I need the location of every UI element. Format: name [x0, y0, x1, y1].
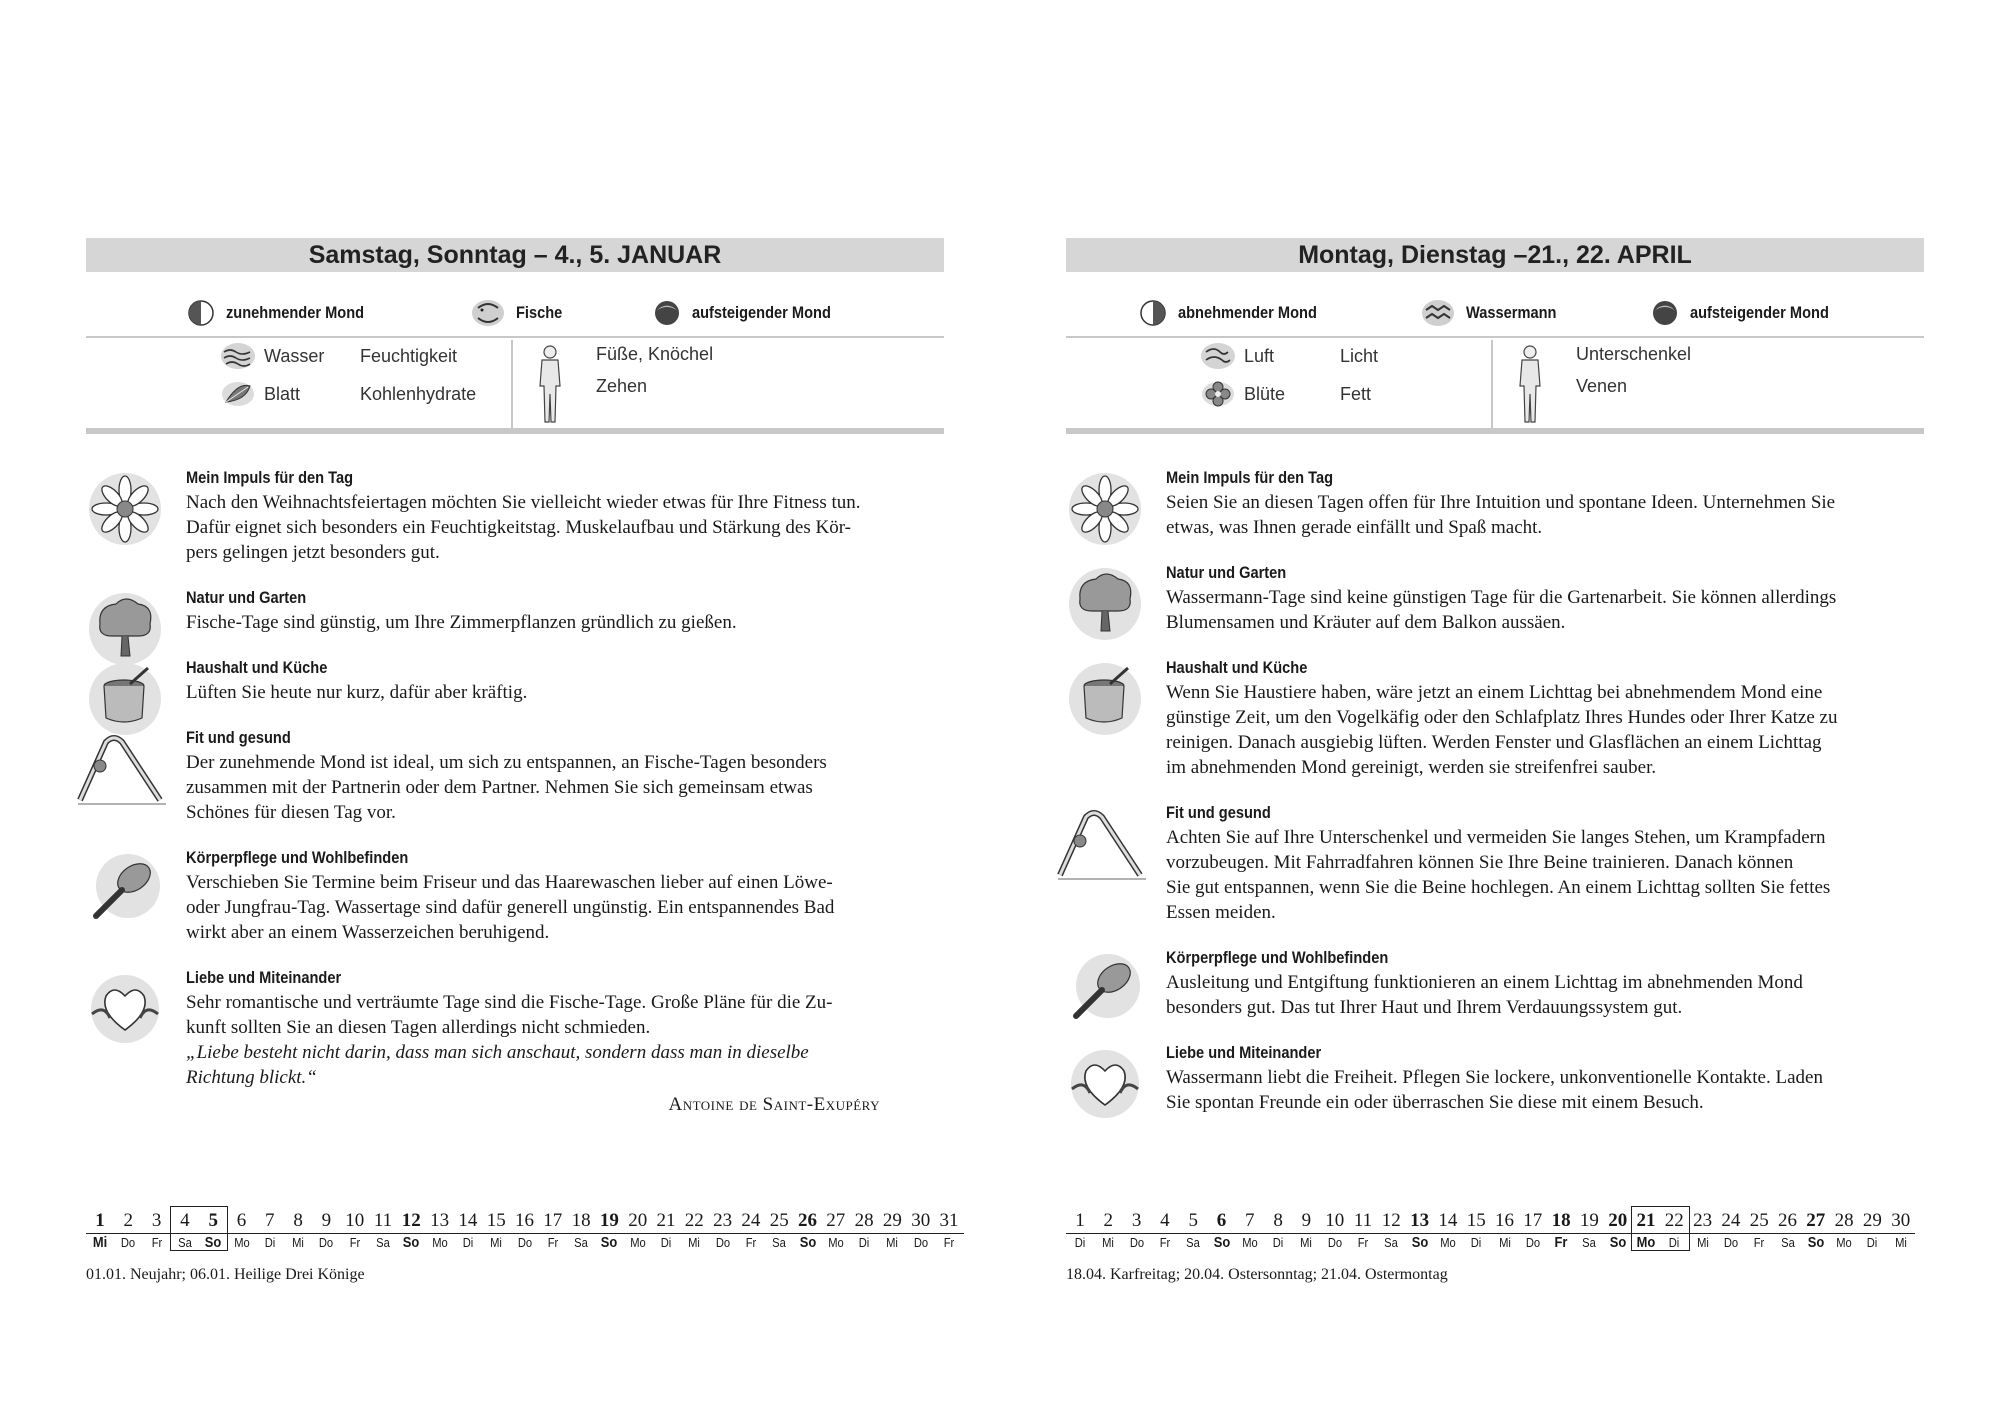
waning-moon-icon: [1138, 298, 1168, 328]
divider: [1066, 336, 1924, 338]
weekday-label: Mo: [1836, 1235, 1852, 1250]
heart-hands-icon: [1066, 1045, 1144, 1123]
calendar-day: [567, 1208, 595, 1253]
weekday-label: Fr: [1159, 1235, 1171, 1250]
weekday-label: Do: [715, 1235, 730, 1250]
weekday-label: Di: [1669, 1235, 1680, 1250]
calendar-day: [1094, 1208, 1122, 1253]
weekday-label: Do: [1129, 1235, 1144, 1250]
day-number: 16: [1495, 1210, 1514, 1231]
section-body: Nach den Weihnachtsfeiertagen möchten Sie vielleicht wieder etwas für Ihre Fitness tun. Dafür eignet sich besonders ein Feuchtigkeitstag. Muskelaufbau und Stärkung des Kör- pers gelingen jetzt besonders gut.: [186, 492, 861, 563]
selected-days-highlight: [1631, 1206, 1690, 1251]
calendar-day: [1377, 1208, 1405, 1253]
weekday-label: Mi: [1696, 1235, 1709, 1250]
calendar-day: [114, 1208, 142, 1253]
calendar-day: [878, 1208, 906, 1253]
element-label: Wasser: [264, 346, 325, 366]
right-page: [1066, 238, 1924, 1298]
day-number: 29: [1862, 1210, 1882, 1231]
day-number: 6: [1216, 1210, 1227, 1231]
calendar-day: [1717, 1208, 1745, 1253]
leaf-icon: [220, 380, 256, 408]
hairbrush-icon: [86, 850, 164, 928]
day-number: 21: [656, 1210, 676, 1231]
weekday-label: Di: [1470, 1235, 1482, 1250]
column-separator: [511, 340, 513, 428]
calendar-day: [1462, 1208, 1490, 1253]
day-number: 22: [684, 1210, 704, 1231]
calendar-day: [595, 1208, 623, 1253]
calendar-day: [850, 1208, 878, 1253]
section-body: Sehr romantische und verträumte Tage sind die Fische-Tage. Große Pläne für die Zu- kunft sollten Sie an diesen Tagen allerdings nicht schmieden.: [186, 992, 833, 1038]
calendar-day: [1434, 1208, 1462, 1253]
calendar-day: [1745, 1208, 1773, 1253]
weekday-label: Do: [1327, 1235, 1342, 1250]
tree-icon: [1066, 565, 1144, 643]
section-title: Fit und gesund: [186, 728, 291, 747]
weekday-label: Do: [121, 1235, 136, 1250]
body-part-label-1: Füße, Knöchel: [596, 344, 714, 364]
zodiac-sign: [470, 298, 570, 328]
day-number: 7: [265, 1210, 275, 1231]
day-number: 18: [571, 1210, 591, 1231]
hairbrush-icon: [1066, 950, 1144, 1028]
day-number: 26: [798, 1210, 817, 1231]
weekday-label: Di: [858, 1235, 870, 1250]
section-title: Fit und gesund: [1166, 803, 1271, 822]
left-page: [86, 238, 959, 1298]
day-number: 28: [1834, 1210, 1854, 1231]
day-number: 29: [882, 1210, 902, 1231]
calendar-day: [1547, 1208, 1575, 1253]
day-number: 10: [1325, 1210, 1345, 1231]
section-body: Wenn Sie Haustiere haben, wäre jetzt an einem Lichttag bei abnehmendem Mond eine günstige Zeit, um den Vogelkäfig oder den Schlafplatz Ihres Hundes oder Ihrer Katze zu reinigen. Danach ausgiebig lüften. Werden Fenster und Glasflächen an einem Lichttag im abnehmenden Mond gereinigt, werden sie streifenfrei sauber.: [1166, 682, 1838, 778]
air-element-icon: [1200, 342, 1236, 370]
calendar-day: [652, 1208, 680, 1253]
weekday-label: Do: [1525, 1235, 1540, 1250]
section-title: Haushalt und Küche: [186, 658, 328, 677]
section-title: Natur und Garten: [1166, 563, 1287, 582]
section-body: Wassermann liebt die Freiheit. Pflegen Sie lockere, unkonventionelle Kontakte. Laden Sie spontan Freunde ein oder überraschen Sie diese mit einem Besuch.: [1166, 1067, 1823, 1113]
weekday-label: Do: [319, 1235, 334, 1250]
section-title: Natur und Garten: [186, 588, 307, 607]
weekday-label: Mo: [629, 1235, 646, 1250]
calendar-day: [454, 1208, 482, 1253]
day-number: 18: [1551, 1210, 1571, 1231]
weekday-label: Mi: [1102, 1235, 1115, 1250]
weekday-label: So: [403, 1234, 420, 1251]
weekday-label: Di: [1867, 1235, 1878, 1250]
section-title: Mein Impuls für den Tag: [186, 468, 354, 487]
section-body: Wassermann-Tage sind keine günstigen Tage für die Gartenarbeit. Sie können allerdings Blumensamen und Kräuter auf dem Balkon aussäen.: [1166, 587, 1837, 633]
calendar-day: [1575, 1208, 1603, 1253]
weekday-label: Sa: [1186, 1235, 1201, 1250]
day-number: 22: [1664, 1210, 1684, 1231]
weekday-label: Mo: [431, 1235, 448, 1250]
ascending-moon-icon: [1650, 298, 1680, 328]
section-title: Liebe und Miteinander: [1166, 1043, 1322, 1062]
weekday-label: Do: [1723, 1235, 1739, 1250]
weekday-label: Fr: [349, 1235, 360, 1250]
calendar-day: [1264, 1208, 1292, 1253]
day-number: 5: [1188, 1210, 1198, 1231]
calendar-day: [1066, 1208, 1094, 1253]
weekday-label: Sa: [376, 1235, 390, 1250]
weekday-label: Fr: [1753, 1235, 1765, 1250]
day-number: 12: [401, 1210, 421, 1231]
calendar-day: [1151, 1208, 1179, 1253]
day-number: 1: [1075, 1210, 1085, 1231]
tree-icon: [86, 590, 164, 668]
day-number: 11: [373, 1210, 393, 1231]
element-quality-label: Licht: [1340, 346, 1379, 366]
day-number: 25: [769, 1210, 789, 1231]
day-number: 23: [1693, 1210, 1713, 1231]
calendar-day: [1208, 1208, 1236, 1253]
weekday-label: So: [204, 1234, 222, 1251]
section-title: Mein Impuls für den Tag: [1166, 468, 1334, 487]
day-number: 4: [180, 1210, 190, 1231]
zodiac-sign: [1420, 298, 1571, 328]
calendar-day: [1349, 1208, 1377, 1253]
section-title: Körperpflege und Wohlbefinden: [1166, 948, 1389, 967]
weekday-label: Mo: [1440, 1235, 1456, 1250]
body-part-label-2: Zehen: [596, 376, 648, 396]
weekday-label: So: [1213, 1234, 1230, 1251]
weekday-label: Mi: [92, 1234, 108, 1251]
day-number: 9: [321, 1210, 332, 1231]
zodiac-sign-label: Fische: [516, 303, 563, 322]
element-quality-label: Feuchtigkeit: [360, 346, 458, 366]
calendar-day: [1123, 1208, 1151, 1253]
cooking-pot-icon: [1066, 660, 1144, 738]
day-number: 2: [123, 1210, 134, 1231]
weekday-label: Di: [264, 1235, 276, 1250]
calendar-day: [1236, 1208, 1264, 1253]
page-title: Samstag, Sonntag – 4., 5. JANUAR: [86, 238, 944, 272]
day-number: 8: [293, 1210, 303, 1231]
weekday-label: So: [601, 1234, 618, 1251]
day-number: 30: [911, 1210, 931, 1231]
holiday-list: 18.04. Karfreitag; 20.04. Ostersonntag; 21.04. Ostermontag: [1066, 1266, 1448, 1283]
day-number: 3: [1131, 1210, 1142, 1231]
section-title: Haushalt und Küche: [1166, 658, 1308, 677]
day-number: 28: [854, 1210, 874, 1231]
day-number: 17: [543, 1210, 563, 1231]
plant-part-label: Blüte: [1244, 384, 1286, 404]
calendar-day: [624, 1208, 652, 1253]
calendar-day: [86, 1208, 114, 1253]
day-number: 19: [599, 1210, 619, 1231]
ascending-moon-icon: [652, 298, 682, 328]
day-number: 27: [826, 1210, 846, 1231]
section-body: Lüften Sie heute nur kurz, dafür aber kräftig.: [186, 682, 528, 703]
calendar-day: [1406, 1208, 1434, 1253]
calendar-day: [737, 1208, 765, 1253]
calendar-day: [1689, 1208, 1717, 1253]
page-title: Montag, Dienstag –21., 22. APRIL: [1066, 238, 1924, 272]
yoga-pose-icon: [76, 730, 168, 808]
heart-hands-icon: [86, 970, 164, 1048]
yoga-pose-icon: [1056, 805, 1148, 883]
pisces-icon: [470, 298, 506, 328]
day-number: 8: [1273, 1210, 1283, 1231]
month-day-strip: [86, 1208, 964, 1258]
weekday-label: Fr: [547, 1235, 559, 1250]
calendar-day: [794, 1208, 822, 1253]
day-number: 15: [486, 1210, 506, 1231]
weekday-label: So: [1807, 1234, 1825, 1251]
day-number: 13: [1410, 1210, 1430, 1231]
body-part-label-1: Unterschenkel: [1576, 344, 1692, 364]
calendar-day: [369, 1208, 397, 1253]
day-number: 9: [1301, 1210, 1312, 1231]
body-figure-icon: [1510, 344, 1550, 424]
element-table: [86, 340, 944, 428]
body-figure-icon: [530, 344, 570, 424]
weekday-label: Fr: [943, 1235, 955, 1250]
calendar-day: [1321, 1208, 1349, 1253]
moon-direction: [652, 298, 854, 328]
plant-part-label: Blatt: [264, 384, 301, 404]
calendar-day: [765, 1208, 793, 1253]
weekday-label: Fr: [745, 1235, 757, 1250]
day-number: 6: [236, 1210, 247, 1231]
calendar-day: [680, 1208, 708, 1253]
weekday-label: Mi: [490, 1235, 503, 1250]
calendar-day: [397, 1208, 425, 1253]
selected-days-highlight: [170, 1206, 229, 1251]
calendar-day: [256, 1208, 284, 1253]
day-number: 11: [1353, 1210, 1373, 1231]
element-table: [1066, 340, 1924, 428]
weekday-label: Fr: [1357, 1235, 1369, 1250]
day-number: 13: [430, 1210, 450, 1231]
day-number: 16: [515, 1210, 534, 1231]
day-number: 26: [1778, 1210, 1797, 1231]
weekday-label: So: [799, 1234, 816, 1251]
section-body: Der zunehmende Mond ist ideal, um sich zu entspannen, an Fische-Tagen besonders zusammen mit der Partnerin oder dem Partner. Nehmen Sie sich gemeinsam etwas Schönes für diesen Tag vor.: [186, 752, 827, 823]
day-number: 1: [95, 1210, 105, 1231]
divider-thick: [86, 428, 944, 434]
calendar-day: [482, 1208, 510, 1253]
month-day-strip: [1066, 1208, 1915, 1258]
weekday-label: Fr: [1554, 1234, 1568, 1251]
day-number: 31: [939, 1210, 959, 1231]
day-number: 7: [1245, 1210, 1255, 1231]
weekday-label: So: [1411, 1234, 1428, 1251]
calendar-day: [228, 1208, 256, 1253]
calendar-day: [312, 1208, 340, 1253]
moon-phase-label: abnehmender Mond: [1178, 303, 1317, 322]
section-body: Ausleitung und Entgiftung funktionieren an einem Lichttag im abnehmenden Mond besonders gut. Das tut Ihrer Haut und Ihrem Verdauungssystem gut.: [1166, 972, 1803, 1018]
weekday-label: Sa: [1582, 1235, 1597, 1250]
day-number: 23: [713, 1210, 733, 1231]
weekday-label: Di: [1272, 1235, 1284, 1250]
calendar-day: [143, 1208, 171, 1253]
holiday-list: 01.01. Neujahr; 06.01. Heilige Drei Könige: [86, 1266, 365, 1283]
moon-direction-label: aufsteigender Mond: [1690, 303, 1829, 322]
element-label: Luft: [1244, 346, 1275, 366]
day-number: 19: [1579, 1210, 1599, 1231]
weekday-label: Fr: [151, 1235, 162, 1250]
day-number: 14: [1438, 1210, 1458, 1231]
moon-direction-label: aufsteigender Mond: [692, 303, 831, 322]
calendar-day: [935, 1208, 963, 1253]
weekday-label: Mi: [688, 1235, 701, 1250]
weekday-label: Mi: [886, 1235, 899, 1250]
cooking-pot-icon: [86, 660, 164, 738]
weekday-label: Do: [517, 1235, 532, 1250]
calendar-day: [426, 1208, 454, 1253]
column-separator: [1491, 340, 1493, 428]
calendar-day: [341, 1208, 369, 1253]
moon-info-row: [86, 298, 944, 328]
calendar-day: [907, 1208, 935, 1253]
water-element-icon: [220, 342, 256, 370]
calendar-day: [539, 1208, 567, 1253]
day-number: 24: [741, 1210, 761, 1231]
weekday-label: Sa: [574, 1235, 588, 1250]
calendar-day: [1830, 1208, 1858, 1253]
moon-info-row: [1066, 298, 1924, 328]
weekday-label: Mo: [233, 1235, 250, 1250]
waxing-moon-icon: [186, 298, 216, 328]
weekday-label: So: [1609, 1234, 1626, 1251]
calendar-day: [1179, 1208, 1207, 1253]
weekday-label: Di: [1074, 1235, 1086, 1250]
day-number: 24: [1721, 1210, 1741, 1231]
divider: [86, 336, 944, 338]
quote-author: Antoine de Saint-Exupéry: [668, 1094, 880, 1115]
moon-direction: [1650, 298, 1852, 328]
blossom-icon: [1200, 380, 1236, 408]
calendar-day: [709, 1208, 737, 1253]
day-number: 15: [1466, 1210, 1486, 1231]
section-title: Körperpflege und Wohlbefinden: [186, 848, 409, 867]
divider-thick: [1066, 428, 1924, 434]
day-number: 27: [1806, 1210, 1826, 1231]
calendar-day: [1292, 1208, 1320, 1253]
day-number: 4: [1160, 1210, 1170, 1231]
day-number: 3: [151, 1210, 162, 1231]
weekday-label: Sa: [1780, 1235, 1795, 1250]
day-number: 25: [1749, 1210, 1769, 1231]
calendar-day: [284, 1208, 312, 1253]
weekday-label: Mo: [1636, 1234, 1656, 1251]
nutrient-label: Kohlenhydrate: [360, 384, 477, 404]
zodiac-sign-label: Wassermann: [1466, 303, 1557, 322]
calendar-day: [1887, 1208, 1915, 1253]
calendar-day: [1858, 1208, 1886, 1253]
weekday-label: Sa: [1384, 1235, 1399, 1250]
section-body: Achten Sie auf Ihre Unterschenkel und vermeiden Sie langes Stehen, um Krampfadern vorzubeugen. Mit Fahrradfahren können Sie Ihre Beine trainieren. Danach können Sie gut entspannen, wenn Sie die Beine hochlegen. An einem Lichttag sollten Sie fettes Essen meiden.: [1166, 827, 1831, 923]
mandala-flower-icon: [1066, 470, 1144, 548]
aquarius-icon: [1420, 298, 1456, 328]
weekday-label: Mi: [1894, 1235, 1907, 1250]
calendar-day: [822, 1208, 850, 1253]
weekday-label: Sa: [178, 1235, 192, 1250]
day-number: 10: [345, 1210, 365, 1231]
day-number: 30: [1891, 1210, 1911, 1231]
weekday-label: Di: [660, 1235, 672, 1250]
day-number: 17: [1523, 1210, 1543, 1231]
day-number: 12: [1381, 1210, 1401, 1231]
weekday-label: Sa: [772, 1235, 787, 1250]
weekday-label: Mi: [1498, 1235, 1511, 1250]
calendar-day: [1519, 1208, 1547, 1253]
calendar-day: [1604, 1208, 1632, 1253]
nutrient-label: Fett: [1340, 384, 1372, 404]
weekday-label: Do: [913, 1235, 928, 1250]
weekday-label: Mi: [292, 1235, 304, 1250]
moon-phase: [1138, 298, 1340, 328]
weekday-label: Mi: [1300, 1235, 1313, 1250]
section-body: Seien Sie an diesen Tagen offen für Ihre Intuition und spontane Ideen. Unternehmen Sie etwas, was Ihnen gerade einfällt und Spaß macht.: [1166, 492, 1836, 538]
weekday-label: Mo: [1242, 1235, 1258, 1250]
day-number: 2: [1103, 1210, 1114, 1231]
day-number: 20: [628, 1210, 648, 1231]
mandala-flower-icon: [86, 470, 164, 548]
moon-phase: [186, 298, 387, 328]
calendar-day: [511, 1208, 539, 1253]
body-part-label-2: Venen: [1576, 376, 1628, 396]
day-number: 14: [458, 1210, 478, 1231]
weekday-label: Mo: [828, 1235, 844, 1250]
calendar-day: [1802, 1208, 1830, 1253]
day-number: 5: [208, 1210, 218, 1231]
day-number: 20: [1608, 1210, 1628, 1231]
quote-text: „Liebe besteht nicht darin, dass man sich anschaut, sondern dass man in dieselbe Richtung blickt.“: [186, 1042, 809, 1088]
section-body: Fische-Tage sind günstig, um Ihre Zimmerpflanzen gründlich zu gießen.: [186, 612, 737, 633]
section-title: Liebe und Miteinander: [186, 968, 342, 987]
calendar-day: [1774, 1208, 1802, 1253]
section-body: Verschieben Sie Termine beim Friseur und das Haarewaschen lieber auf einen Löwe- oder Jungfrau-Tag. Wassertage sind dafür generell ungünstig. Ein entspannendes Bad wirkt aber an einem Wasserzeichen beruhigend.: [186, 872, 835, 943]
day-number: 21: [1636, 1210, 1656, 1231]
weekday-label: Di: [462, 1235, 474, 1250]
calendar-day: [1491, 1208, 1519, 1253]
moon-phase-label: zunehmender Mond: [226, 303, 365, 322]
